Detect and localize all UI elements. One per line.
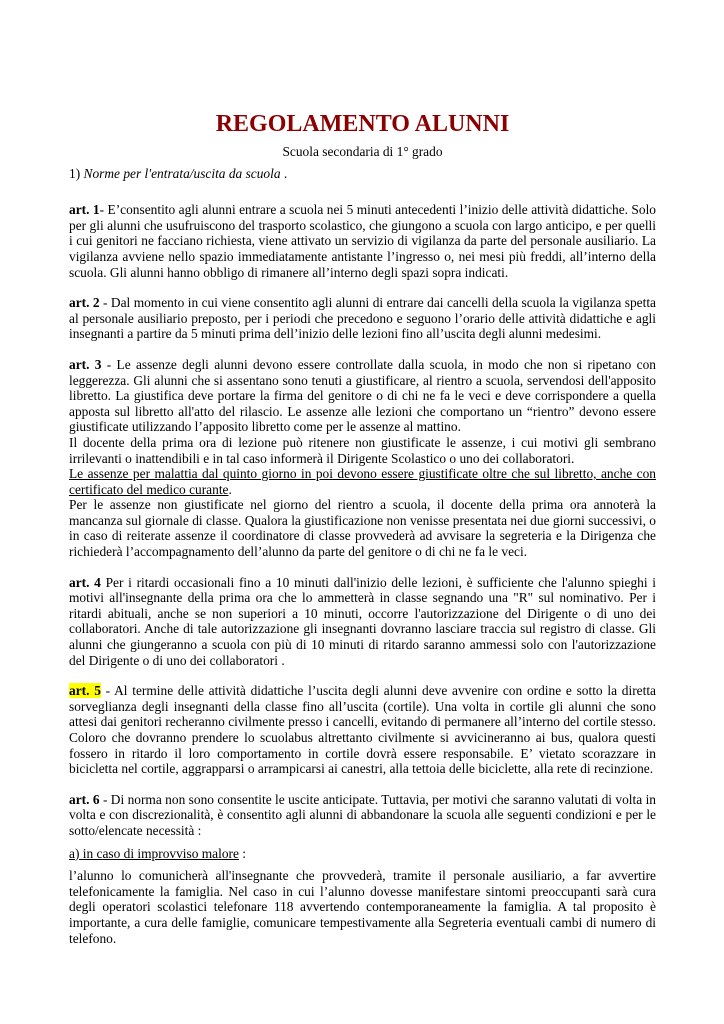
article-6-subsection-a-text: l’alunno lo comunicherà all'insegnante che provvederà, tramite il personale ausiliario, a far avvertire telefonicamente la famiglia. Nel caso in cui l’alunno dovesse manifestare sintomi preoccupanti sarà cura degli operatori scolastici telefonare 118 avvertendo contemporaneamente la famiglia. A tal proposito è importante, a cura delle famiglie, comunicare tempestivamente alla Segreteria eventuali cambi di numero di telefono.	[69, 868, 656, 946]
article-5	[69, 683, 656, 777]
article-3-text: - Le assenze degli alunni devono essere controllate dalla scuola, in modo che non si ripetano con leggerezza. Gli alunni che si assentano sono tenuti a giustificare, al rientro a scuola, servendosi dell'apposito libretto. La giustifica deve portare la firma del genitore o di chi ne fa le veci e deve corrispondere a quella apposta sul libretto all'atto del rilascio. Le assenze alle lezioni che comportano un “rientro” devono essere giustificate utilizzando l’apposito libretto come per le assenze al mattino.	[69, 356, 656, 435]
article-5-text: - Al termine delle attività didattiche l’uscita degli alunni deve avvenire con ordine e sotto la diretta sorveglianza degli insegnanti della classe fino all’uscita (cortile). Una volta in cortile gli alunni che sono attesi dai genitori recheranno civilmente presso i cancelli, evitando di permanere all’interno del cortile stesso. Coloro che dovranno prendere lo scuolabus altrettanto civilmente si avvicineranno ai bus, qualora questi fossero in ritardo il loro comportamento in cortile dovrà essere responsabile. E’ vietato scorazzare in bicicletta nel cortile, aggrapparsi o arrampicarsi ai canestri, alla tettoia delle biciclette, alla rete di recinzione.	[69, 683, 656, 777]
article-3-paragraph-3-tail: .	[228, 481, 232, 497]
article-5-paragraph	[69, 683, 656, 777]
article-6	[69, 792, 656, 946]
article-2	[69, 295, 656, 342]
article-6-paragraph	[69, 792, 656, 839]
document-title: REGOLAMENTO ALUNNI	[215, 111, 510, 137]
article-6-label: art. 6	[69, 791, 100, 807]
article-1	[69, 202, 656, 280]
article-6-subsection-a-label: a) in caso di improvviso malore	[69, 845, 239, 861]
article-4-label: art. 4	[69, 574, 101, 590]
article-2-paragraph	[69, 295, 656, 342]
article-6-subsection-a-tail: :	[238, 845, 247, 861]
article-6-subsection-a-heading	[69, 846, 656, 862]
article-3-paragraph-2: Il docente della prima ora di lezione può ritenere non giustificate le assenze, i cui motivi gli sembrano irrilevanti o inattendibili e in tal caso informerà il Dirigente Scolastico o uno dei collaboratori.	[69, 434, 656, 466]
section-label: Norme per l'entrata/uscita da scuola	[83, 165, 281, 181]
article-4-text: Per i ritardi occasionali fino a 10 minuti dall'inizio delle lezioni, è sufficiente che l'alunno spieghi i motivi all'insegnante della prima ora che lo ammetterà in classe segnando una "R" sul nominativo. Per i ritardi abituali, anche se non superiori a 10 minuti, occorre l'autorizzazione del Dirigente o di uno dei collaboratori. Anche di tale autorizzazione gli insegnanti dovranno lasciare traccia sul registro di classe. Gli alunni che giungeranno a scuola con più di 10 minuti di ritardo saranno ammessi solo con l'autorizzazione del Dirigente o di uno dei collaboratori .	[69, 574, 656, 668]
article-1-label: art. 1	[69, 202, 100, 218]
article-2-label: art. 2	[69, 295, 100, 311]
section-number: 1)	[69, 165, 81, 181]
article-4-paragraph	[69, 575, 656, 669]
article-3-label: art. 3	[69, 356, 102, 372]
article-3-paragraph-3	[69, 466, 656, 497]
article-6-text: - Di norma non sono consentite le uscite anticipate. Tuttavia, per motivi che saranno valutati di volta in volta e con discrezionalità, è consentito agli alunni di abbandonare la scuola alle seguenti condizioni e per le sotto/elencate necessità :	[69, 791, 656, 838]
article-3-underlined-text: Le assenze per malattia dal quinto giorno in poi devono essere giustificate oltre che sul libretto, anche con certificato del medico curante	[69, 466, 656, 497]
article-5-label-highlighted: art. 5	[69, 683, 101, 699]
article-4	[69, 575, 656, 669]
article-2-text: - Dal momento in cui viene consentito agli alunni di entrare dai cancelli della scuola la vigilanza spetta al personale ausiliario preposto, per i periodi che precedono e seguono l’orario delle attività didattiche e agli insegnanti a partire da 5 minuti prima dell’inizio delle lezioni fino all’uscita degli alunni medesimi.	[69, 295, 656, 342]
section-tail: .	[280, 165, 288, 181]
article-3-paragraph	[69, 357, 656, 435]
article-1-paragraph	[69, 202, 656, 280]
article-3-paragraph-4: Per le assenze non giustificate nel giorno del rientro a scuola, il docente della prima ora annoterà la mancanza sul giornale di classe. Qualora la giustificazione non venisse presentata nei due giorni successivi, o in caso di reiterate assenze il coordinatore di classe provvederà ad avvisare la segreteria e la Dirigenza che richiederà l’accompagnamento dell’alunno da parte del genitore o di chi ne fa le veci.	[69, 497, 656, 560]
section-heading-1	[69, 166, 656, 182]
document-subtitle: Scuola secondaria di 1° grado	[282, 144, 443, 159]
article-1-text: - E’consentito agli alunni entrare a scuola nei 5 minuti antecedenti l’inizio delle attività didattiche. Solo per gli alunni che usufruiscono del trasporto scolastico, che giungono a scuola con largo anticipo, e per quelli i cui genitori ne facciano richiesta, viene attivato un servizio di vigilanza da parte del personale ausiliario. La vigilanza avviene nello spazio immediatamente antistante l’ingresso o, nei mesi più freddi, all’interno della scuola. Gli alunni hanno obbligo di rimanere all’interno degli spazi sopra indicati.	[69, 202, 656, 280]
article-3	[69, 357, 656, 560]
document-body	[69, 110, 656, 946]
